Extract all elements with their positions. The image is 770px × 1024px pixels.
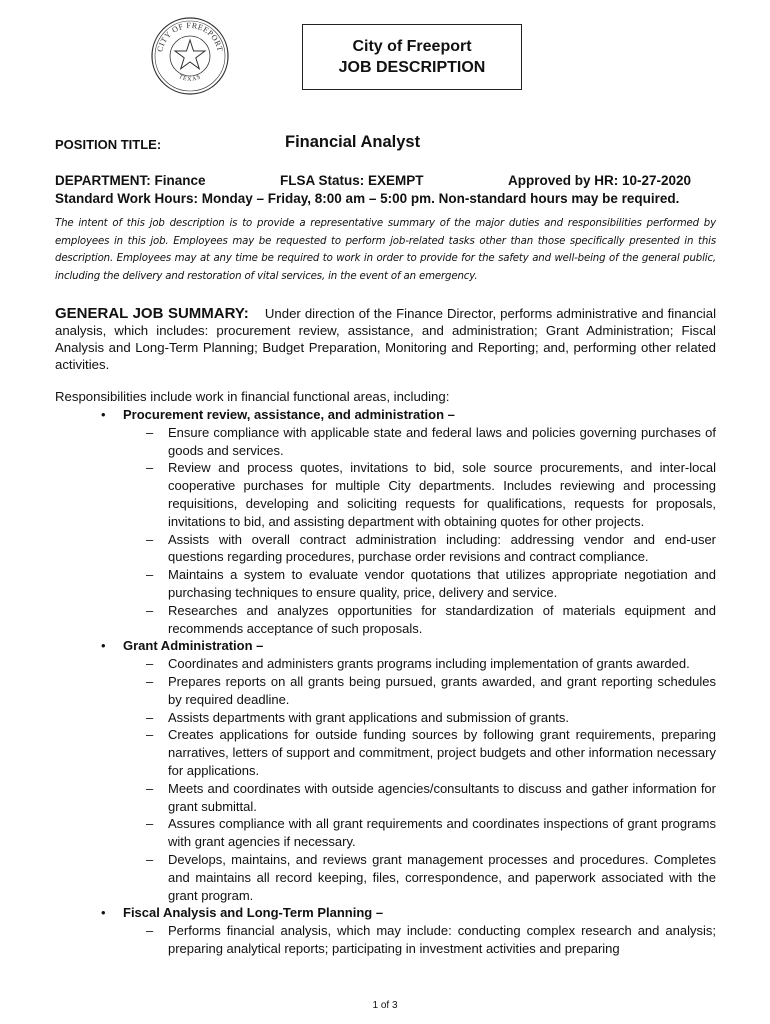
responsibilities-intro: Responsibilities include work in financial functional areas, including:: [55, 389, 450, 404]
seal-text-bottom: TEXAS: [177, 74, 203, 83]
duty-text: Maintains a system to evaluate vendor quotations that utilizes appropriate negotiation and purchasing techniques to ensure quality, price, delivery and service.: [168, 567, 716, 600]
duty-text: Assists with overall contract administration including: addressing vendor and end-user questions regarding procedures, purchase order revisions and contract compliance.: [168, 531, 716, 565]
category-title: Fiscal Analysis and Long-Term Planning –: [123, 905, 384, 921]
duty-item: [123, 655, 716, 673]
position-title-value: Financial Analyst: [285, 133, 421, 151]
duty-list: [123, 655, 716, 904]
document-title-box: [302, 24, 522, 90]
responsibility-category: [55, 406, 716, 637]
duty-text: Researches and analyzes opportunities for standardization of materials equipment and recommends acceptance of such proposals.: [168, 602, 716, 636]
department-row: [55, 173, 715, 190]
department-field: DEPARTMENT: Finance: [55, 173, 206, 188]
flsa-status: FLSA Status: EXEMPT: [280, 173, 424, 188]
duty-item: [123, 531, 716, 567]
duty-item: [123, 922, 716, 958]
dash-icon: –: [146, 656, 154, 672]
duty-item: [123, 673, 716, 709]
duty-list: [123, 922, 716, 958]
dash-icon: –: [146, 923, 154, 939]
category-title: Procurement review, assistance, and administration –: [123, 407, 455, 422]
responsibilities-list: [55, 406, 716, 958]
document-type: JOB DESCRIPTION: [338, 59, 486, 76]
duty-text: Creates applications for outside funding sources by following grant requirements, preparing narratives, letters of support and commitment, project budgets and other information necessary for applications.: [168, 727, 716, 778]
bullet-icon: •: [101, 407, 106, 422]
intent-paragraph: The intent of this job description is to provide a representative summary of the major duties and responsibilities performed by employees in this job. Employees may be requested to perform job-related tasks other than those specifically presented in this description. Employees may at any time be required to work in order to provide for the safety and well-being of the general public, including the delivery and restoration of vital services, in the event of an emergency.: [55, 218, 716, 282]
dash-icon: –: [146, 567, 154, 583]
standard-work-hours: Standard Work Hours: Monday – Friday, 8:00 am – 5:00 pm. Non-standard hours may be required.: [55, 191, 680, 206]
dash-icon: –: [146, 816, 154, 832]
general-job-summary: [55, 305, 716, 373]
duty-text: Review and process quotes, invitations to bid, sole source procurements, and inter-local cooperative purchases for multiple City departments. Includes reviewing and processing requisitions, developing and soliciting requests for qualifications, requests for proposals, invitations to bid, and assisting department with obtaining quotes for other projects.: [168, 460, 716, 529]
city-name: City of Freeport: [352, 38, 472, 55]
duty-item: [123, 709, 716, 727]
dash-icon: –: [146, 780, 154, 796]
duty-item: [123, 424, 716, 460]
seal-star-icon: [175, 40, 205, 69]
duty-item: [123, 780, 716, 816]
duty-item: [123, 851, 716, 904]
duty-item: [123, 459, 716, 530]
dash-icon: –: [146, 851, 154, 867]
position-title-label: POSITION TITLE:: [55, 137, 162, 152]
duty-text: Performs financial analysis, which may include: conducting complex research and analysis; preparing analytical reports; participating in investment activities and preparing: [168, 923, 716, 956]
city-seal-logo: [150, 16, 230, 96]
duty-item: [123, 726, 716, 779]
dash-icon: –: [146, 673, 154, 689]
duty-item: [123, 566, 716, 602]
duty-text: Assures compliance with all grant requirements and coordinates inspections of grant programs with grant agencies if necessary.: [168, 816, 716, 850]
summary-text: Under direction of the Finance Director, performs administrative and financial analysis, which includes: procurement review, assistance, and administration; Grant Administration; Fiscal Analysis and Long-Term Planning; Budget Preparation, Monitoring and Reporting; and, performing other related activities.: [55, 306, 716, 372]
bullet-icon: •: [101, 905, 106, 921]
svg-text:TEXAS: [177, 74, 202, 83]
duty-text: Coordinates and administers grants programs including implementation of grants awarded.: [168, 656, 690, 672]
dash-icon: –: [146, 460, 154, 476]
svg-text:CITY OF FREEPORT: [155, 21, 224, 53]
category-title: Grant Administration –: [123, 638, 264, 654]
duty-item: [123, 815, 716, 851]
responsibility-category: [55, 637, 716, 904]
duty-item: [123, 602, 716, 638]
dash-icon: –: [146, 709, 154, 725]
summary-heading: GENERAL JOB SUMMARY:: [55, 305, 249, 322]
duty-list: [123, 424, 716, 638]
hr-approval: Approved by HR: 10-27-2020: [508, 173, 692, 188]
dash-icon: –: [146, 424, 154, 440]
bullet-icon: •: [101, 638, 106, 654]
responsibility-category: [55, 904, 716, 957]
duty-text: Ensure compliance with applicable state and federal laws and policies governing purchases of goods and services.: [168, 424, 716, 458]
dash-icon: –: [146, 531, 154, 547]
duty-text: Assists departments with grant applications and submission of grants.: [168, 709, 570, 725]
dash-icon: –: [146, 602, 154, 618]
seal-text-top: CITY OF FREEPORT: [155, 20, 225, 53]
duty-text: Develops, maintains, and reviews grant management processes and procedures. Completes and maintains all record keeping, files, correspondence, and paperwork associated with the grant program.: [168, 851, 716, 903]
duty-text: Meets and coordinates with outside agencies/consultants to discuss and gather information for grant submittal.: [168, 780, 716, 814]
dash-icon: –: [146, 727, 154, 743]
page-number: 1 of 3: [372, 1000, 398, 1011]
duty-text: Prepares reports on all grants being pursued, grants awarded, and grant reporting schedules by required deadline.: [168, 673, 716, 707]
